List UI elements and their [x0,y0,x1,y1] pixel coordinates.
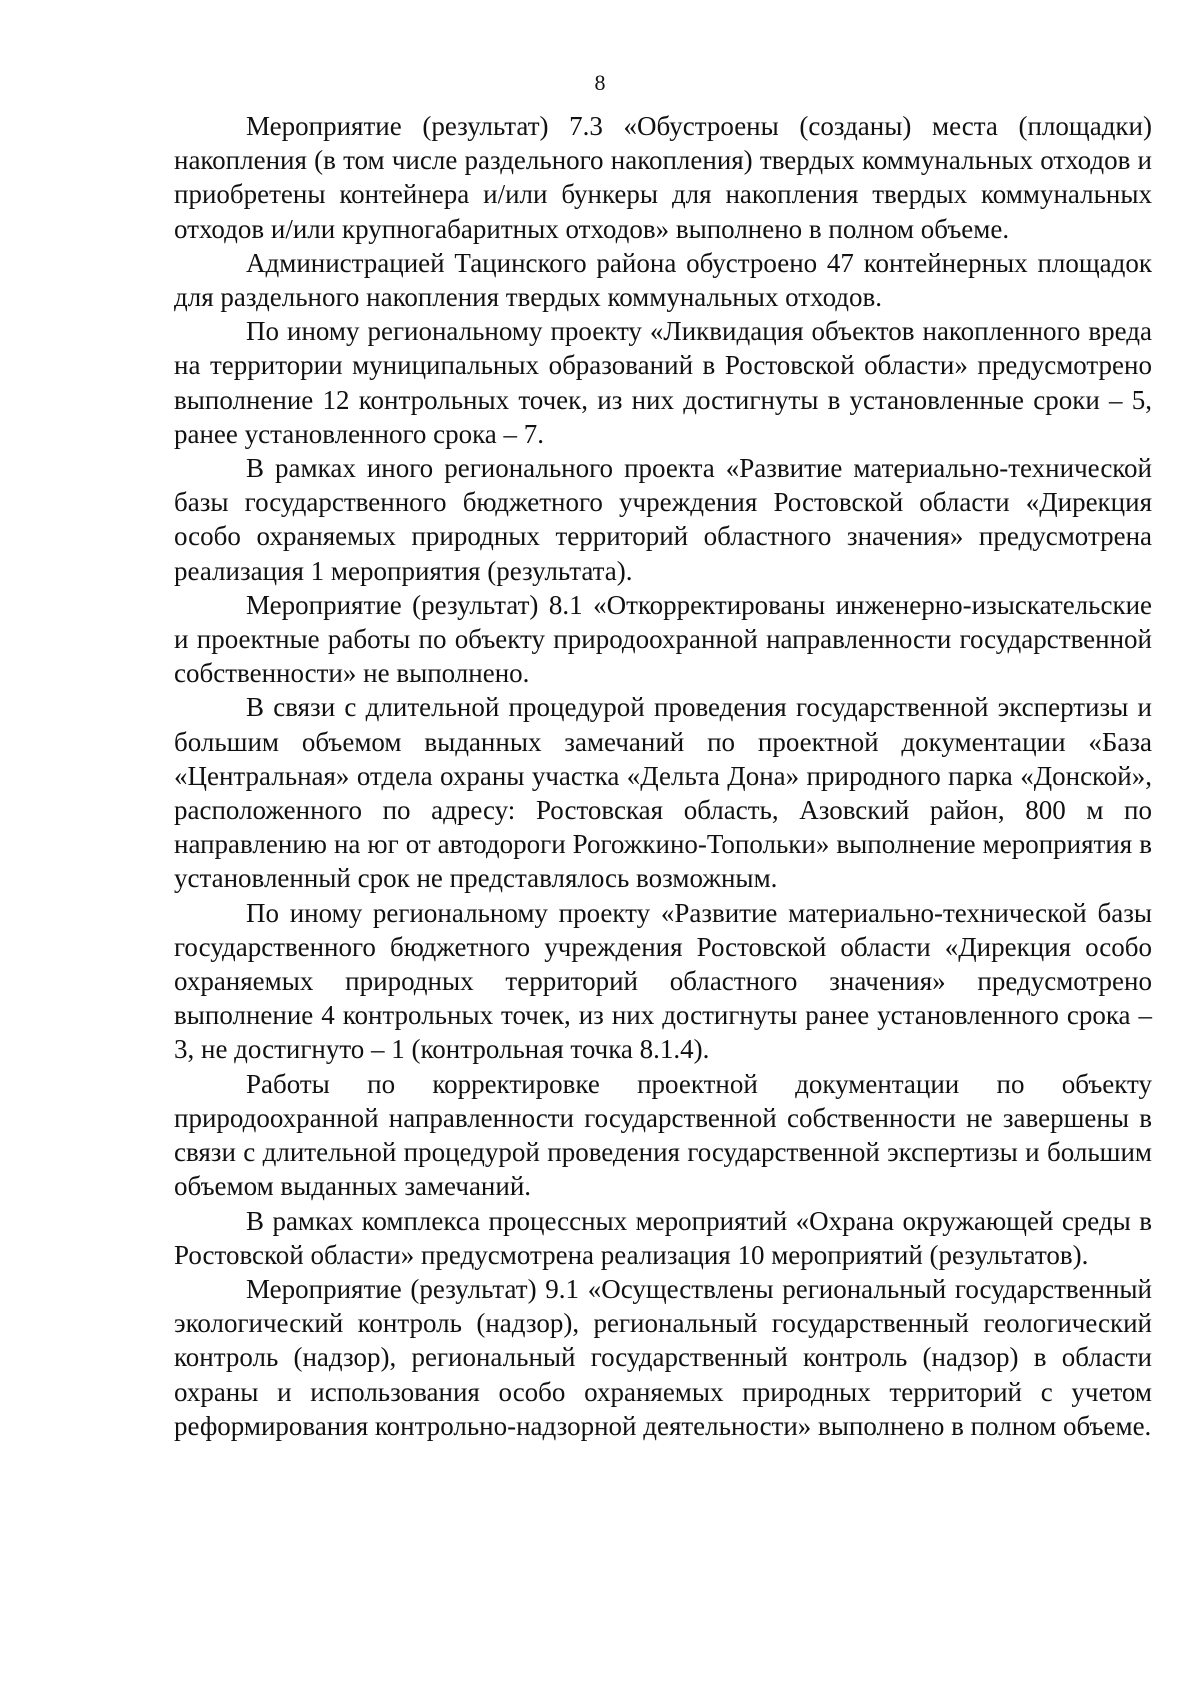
paragraph-design-correction: Работы по корректировке проектной документации по объекту природоохранной направленности государственной собственности не завершены в связи с длительной процедурой проведения государственной экспертизы и большим объемом выданных замечаний. [174,1068,1152,1202]
paragraph-environment-protection: В рамках комплекса процессных мероприятий «Охрана окружающей среды в Ростовской области» предусмотрена реализация 10 мероприятий (результатов). [174,1205,1152,1270]
paragraph-event-7-3: Мероприятие (результат) 7.3 «Обустроены (созданы) места (площадки) накопления (в том числе раздельного накопления) твердых коммунальных отходов и приобретены контейнера и/или бункеры для накопления твердых коммунальных отходов и/или крупногабаритных отходов» выполнено в полном объеме. [174,111,1152,244]
paragraph-accumulated-harm-project: По иному региональному проекту «Ликвидация объектов накопленного вреда на территории муниципальных образований в Ростовской области» предусмотрено выполнение 12 контрольных точек, из них достигнуты в установленные сроки – 5, ранее установленного срока – 7. [174,316,1152,449]
page-number: 8 [594,70,606,95]
paragraph-control-points: По иному региональному проекту «Развитие материально-технической базы государственного бюджетного учреждения Ростовской области «Дирекция особо охраняемых природных территорий областного значения» предусмотрено выполнение 4 контрольных точек, из них достигнуты ранее установленного срока – 3, не достигнуто – 1 (контрольная точка 8.1.4). [174,897,1152,1065]
paragraph-directorate-project: В рамках иного регионального проекта «Развитие материально-технической базы государственного бюджетного учреждения Ростовской области «Дирекция особо охраняемых природных территорий областного значения» предусмотрена реализация 1 мероприятия (результата). [174,453,1152,586]
paragraph-tatsinsky-district: Администрацией Тацинского района обустроено 47 контейнерных площадок для раздельного накопления твердых коммунальных отходов. [174,247,1152,313]
paragraph-event-8-1: Мероприятие (результат) 8.1 «Откорректированы инженерно-изыскательские и проектные работы по объекту природоохранной направленности государственной собственности» не выполнено. [174,589,1152,689]
paragraph-event-9-1: Мероприятие (результат) 9.1 «Осуществлены региональный государственный экологический контроль (надзор), региональный государственный геологический контроль (надзор), региональный государственный контроль (надзор) в области охраны и использования особо охраняемых природных территорий с учетом реформирования контрольно-надзорной деятельности» выполнено в полном объеме. [174,1273,1152,1441]
paragraph-expertise-delay: В связи с длительной процедурой проведения государственной экспертизы и большим объемом выданных замечаний по проектной документации «База «Центральная» отдела охраны участка «Дельта Дона» природного парка «Донской», расположенного по адресу: Ростовская область, Азовский район, 800 м по направлению на юг от автодороги Рогожкино-Топольки» выполнение мероприятия в установленный срок не представлялось возможным. [174,692,1152,894]
document-body [174,109,1152,1443]
